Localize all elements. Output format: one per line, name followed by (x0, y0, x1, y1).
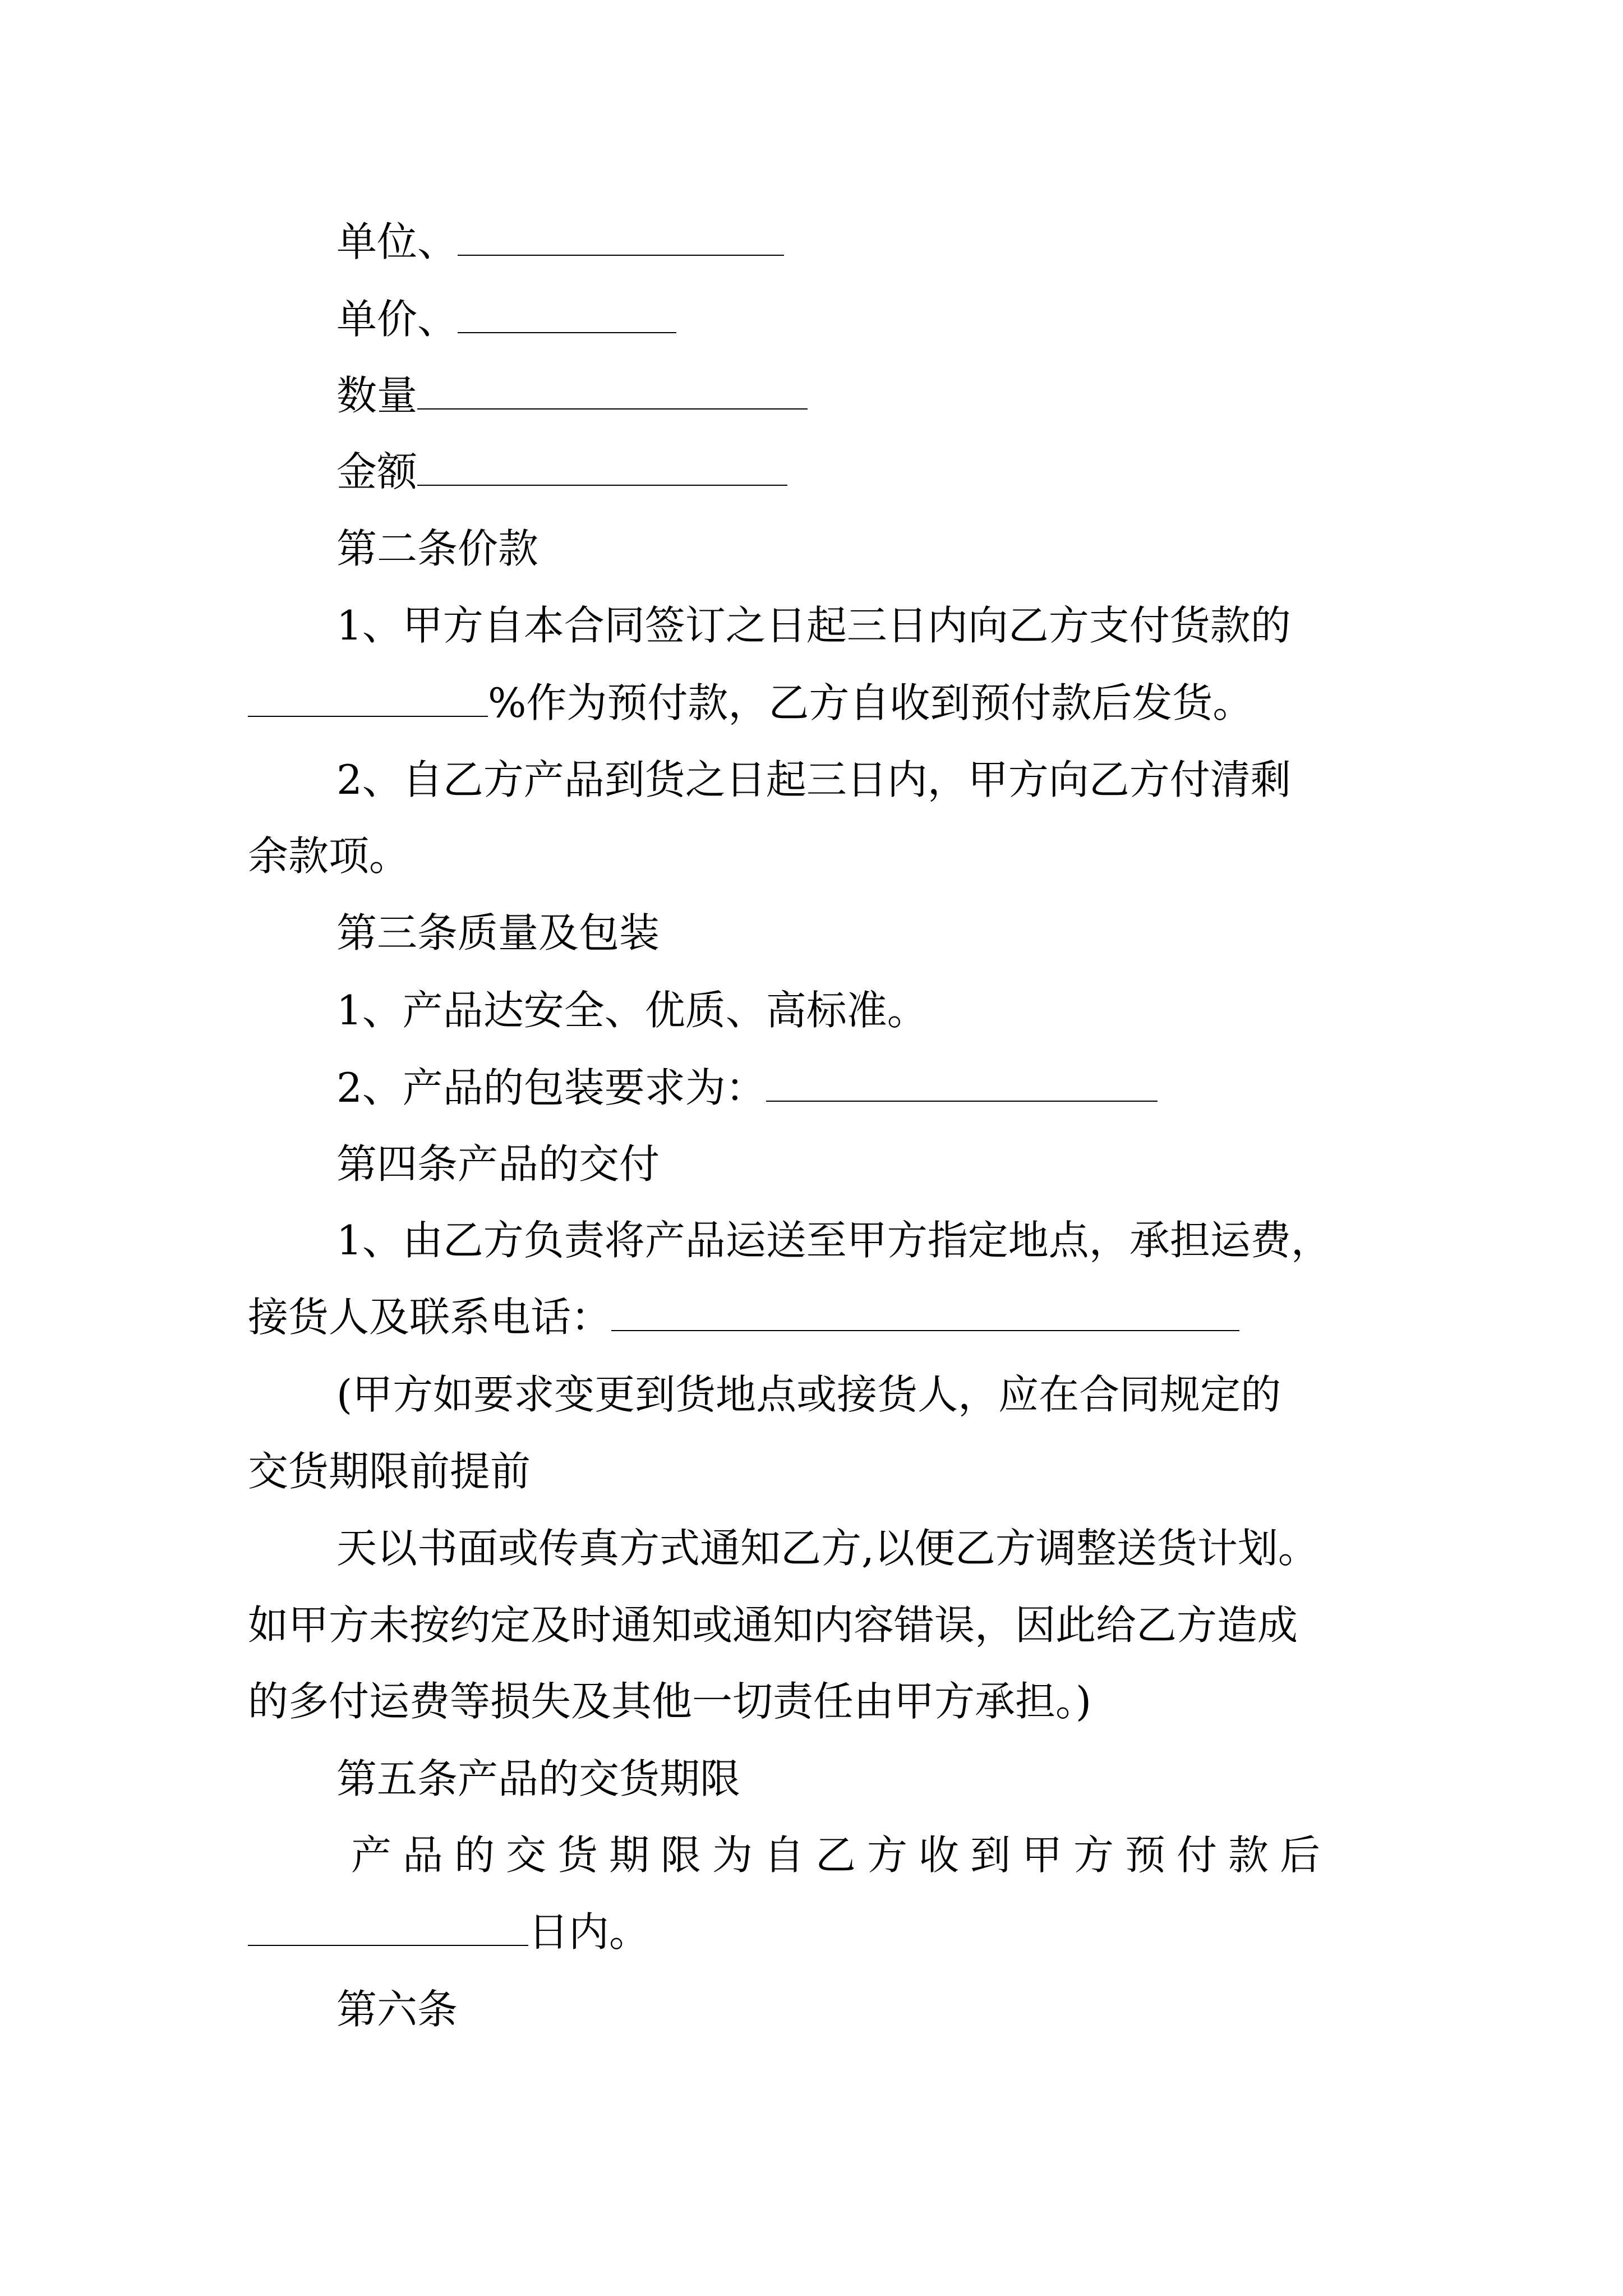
article-4-note-a: (甲方如要求变更到货地点或接货人，应在合同规定的 (336, 1371, 1281, 1418)
unit-blank[interactable] (458, 220, 784, 256)
article-4-title: 第四条产品的交付 (336, 1140, 660, 1188)
article-5-para-1b-line (248, 1907, 649, 1957)
article-3-para-2-line (336, 1062, 1158, 1113)
prepay-percent-blank[interactable] (248, 681, 488, 717)
amount-line (336, 447, 787, 497)
price-line (336, 294, 676, 344)
article-4-note-c: 天以书面或传真方式通知乙方,以便乙方调整送货计划。 (336, 1525, 1318, 1572)
article-2-para-2b: 余款项。 (248, 832, 410, 880)
amount-label: 金额 (336, 448, 418, 495)
price-blank[interactable] (458, 297, 676, 333)
article-3-title: 第三条质量及包装 (336, 909, 660, 956)
article-4-para-1b: 接货人及联系电话： (248, 1294, 612, 1341)
article-5-title: 第五条产品的交货期限 (336, 1755, 741, 1802)
article-4-note-e: 的多付运费等损失及其他一切责任由甲方承担。) (248, 1678, 1092, 1725)
article-5-para-1b: 日内。 (528, 1908, 650, 1955)
qty-blank[interactable] (417, 374, 808, 409)
unit-label: 单位、 (336, 218, 458, 265)
qty-line (336, 370, 808, 421)
delivery-days-blank[interactable] (248, 1910, 528, 1946)
price-label: 单价、 (336, 296, 458, 343)
article-2-para-2a: 2、自乙方产品到货之日起三日内，甲方向乙方付清剩 (336, 756, 1291, 803)
article-2-para-1b: %作为预付款，乙方自收到预付款后发货。 (488, 679, 1253, 726)
article-2-title: 第二条价款 (336, 525, 539, 572)
article-4-note-b: 交货期限前提前 (248, 1448, 531, 1495)
article-4-para-1a: 1、由乙方负责将产品运送至甲方指定地点，承担运费， (336, 1217, 1331, 1264)
article-2-para-1b-line (248, 678, 1253, 728)
article-3-para-2: 2、产品的包装要求为： (336, 1064, 766, 1111)
article-5-para-1a: 产品的交货期限为自乙方收到甲方预付款后 (351, 1832, 1332, 1879)
article-4-para-1b-line (248, 1292, 1239, 1342)
packaging-blank[interactable] (766, 1066, 1158, 1102)
amount-blank[interactable] (417, 450, 787, 486)
unit-line (336, 217, 784, 267)
article-4-note-d: 如甲方未按约定及时通知或通知内容错误，因此给乙方造成 (248, 1602, 1298, 1649)
qty-label: 数量 (336, 372, 418, 419)
article-2-para-1a: 1、甲方自本合同签订之日起三日内向乙方支付货款的 (336, 602, 1291, 649)
article-6-title: 第六条 (336, 1986, 458, 2033)
consignee-blank[interactable] (611, 1295, 1239, 1331)
article-3-para-1: 1、产品达安全、优质、高标准。 (336, 987, 928, 1034)
